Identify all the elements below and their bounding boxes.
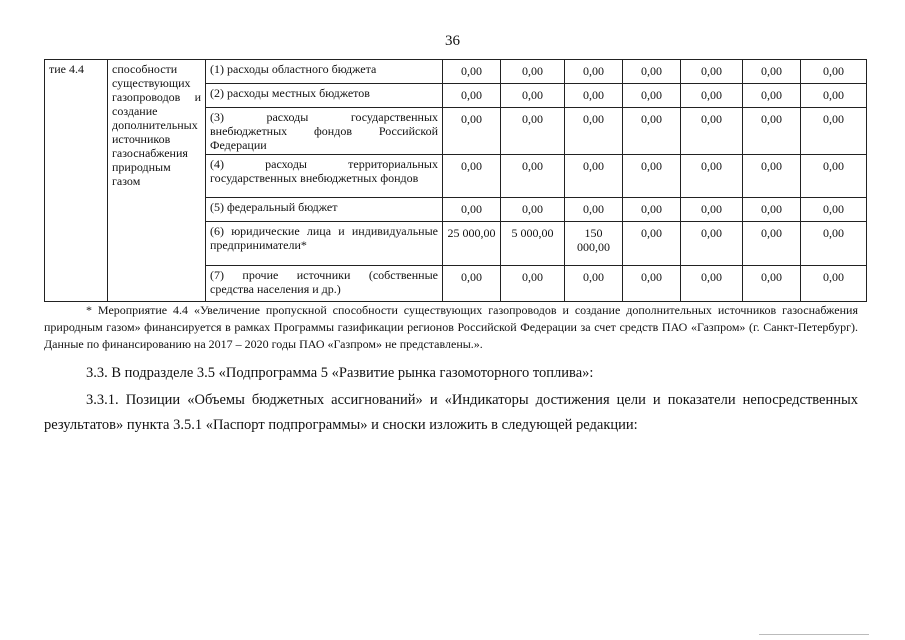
value-cell: 0,00 xyxy=(565,60,623,84)
value-cell: 0,00 xyxy=(501,60,565,84)
value-cell: 0,00 xyxy=(681,84,743,108)
value-cell: 0,00 xyxy=(501,108,565,155)
value-cell: 0,00 xyxy=(443,155,501,198)
value-cell: 0,00 xyxy=(743,222,801,266)
value-cell: 0,00 xyxy=(743,198,801,222)
value-cell: 0,00 xyxy=(801,266,867,302)
value-cell: 0,00 xyxy=(565,198,623,222)
footnote: * Мероприятие 4.4 «Увеличение пропускной способности существующих газопроводов и создание дополнительных источников газоснабжения природным газом» финансируется в рамках Программы газификации регионов Российской Федерации за счет средств ПАО «Газпром» (г. Санкт-Петербург). Данные по финансированию на 2017 – 2020 годы ПАО «Газпром» не представлены.». xyxy=(44,303,858,351)
value-cell: 0,00 xyxy=(623,60,681,84)
value-cell: 0,00 xyxy=(501,198,565,222)
funding-source-cell: (7) прочие источники (собственные средства населения и др.) xyxy=(206,266,443,302)
value-cell: 0,00 xyxy=(801,108,867,155)
value-cell: 0,00 xyxy=(443,84,501,108)
value-cell: 0,00 xyxy=(565,266,623,302)
value-cell: 0,00 xyxy=(681,108,743,155)
value-cell: 0,00 xyxy=(743,84,801,108)
value-cell: 0,00 xyxy=(565,108,623,155)
item-name-cell: способности существующих газопроводов и создание дополнительных источников газоснабжения природным газом xyxy=(108,60,206,302)
value-cell: 0,00 xyxy=(565,155,623,198)
value-cell: 0,00 xyxy=(565,84,623,108)
value-cell: 5 000,00 xyxy=(501,222,565,266)
value-cell: 0,00 xyxy=(501,266,565,302)
value-cell: 0,00 xyxy=(443,198,501,222)
paragraph-3-3: 3.3. В подразделе 3.5 «Подпрограмма 5 «Развитие рынка газомоторного топлива»: xyxy=(86,365,594,381)
value-cell: 0,00 xyxy=(743,108,801,155)
value-cell: 0,00 xyxy=(801,155,867,198)
funding-source-cell: (6) юридические лица и индивидуальные предприниматели* xyxy=(206,222,443,266)
budget-table xyxy=(44,59,867,302)
value-cell: 0,00 xyxy=(501,155,565,198)
funding-source-cell: (3) расходы государственных внебюджетных фондов Российской Федерации xyxy=(206,108,443,155)
funding-source-cell: (1) расходы областного бюджета xyxy=(206,60,443,84)
value-cell: 0,00 xyxy=(501,84,565,108)
value-cell: 0,00 xyxy=(681,266,743,302)
value-cell: 0,00 xyxy=(743,266,801,302)
value-cell: 0,00 xyxy=(801,84,867,108)
value-cell: 0,00 xyxy=(623,84,681,108)
value-cell: 0,00 xyxy=(681,198,743,222)
value-cell: 0,00 xyxy=(681,155,743,198)
value-cell: 0,00 xyxy=(623,266,681,302)
funding-source-cell: (5) федеральный бюджет xyxy=(206,198,443,222)
value-cell: 0,00 xyxy=(743,60,801,84)
value-cell: 0,00 xyxy=(443,108,501,155)
funding-source-cell: (4) расходы территориальных государственных внебюджетных фондов xyxy=(206,155,443,198)
table-row xyxy=(45,60,867,84)
value-cell: 0,00 xyxy=(681,60,743,84)
page-edge-line xyxy=(759,634,869,636)
page-number: 36 xyxy=(445,33,460,49)
value-cell: 0,00 xyxy=(801,198,867,222)
item-number-cell: тие 4.4 xyxy=(45,60,108,302)
value-cell: 0,00 xyxy=(801,222,867,266)
funding-source-cell: (2) расходы местных бюджетов xyxy=(206,84,443,108)
value-cell: 0,00 xyxy=(623,155,681,198)
value-cell: 0,00 xyxy=(623,222,681,266)
value-cell: 0,00 xyxy=(801,60,867,84)
value-cell: 25 000,00 xyxy=(443,222,501,266)
value-cell: 0,00 xyxy=(681,222,743,266)
value-cell: 150 000,00 xyxy=(565,222,623,266)
paragraph-3-3-1: 3.3.1. Позиции «Объемы бюджетных ассигнований» и «Индикаторы достижения цели и показатели непосредственных результатов» пункта 3.5.1 «Паспорт подпрограммы» и сноски изложить в следующей редакции: xyxy=(44,392,858,433)
value-cell: 0,00 xyxy=(443,60,501,84)
value-cell: 0,00 xyxy=(623,108,681,155)
value-cell: 0,00 xyxy=(623,198,681,222)
value-cell: 0,00 xyxy=(743,155,801,198)
value-cell: 0,00 xyxy=(443,266,501,302)
